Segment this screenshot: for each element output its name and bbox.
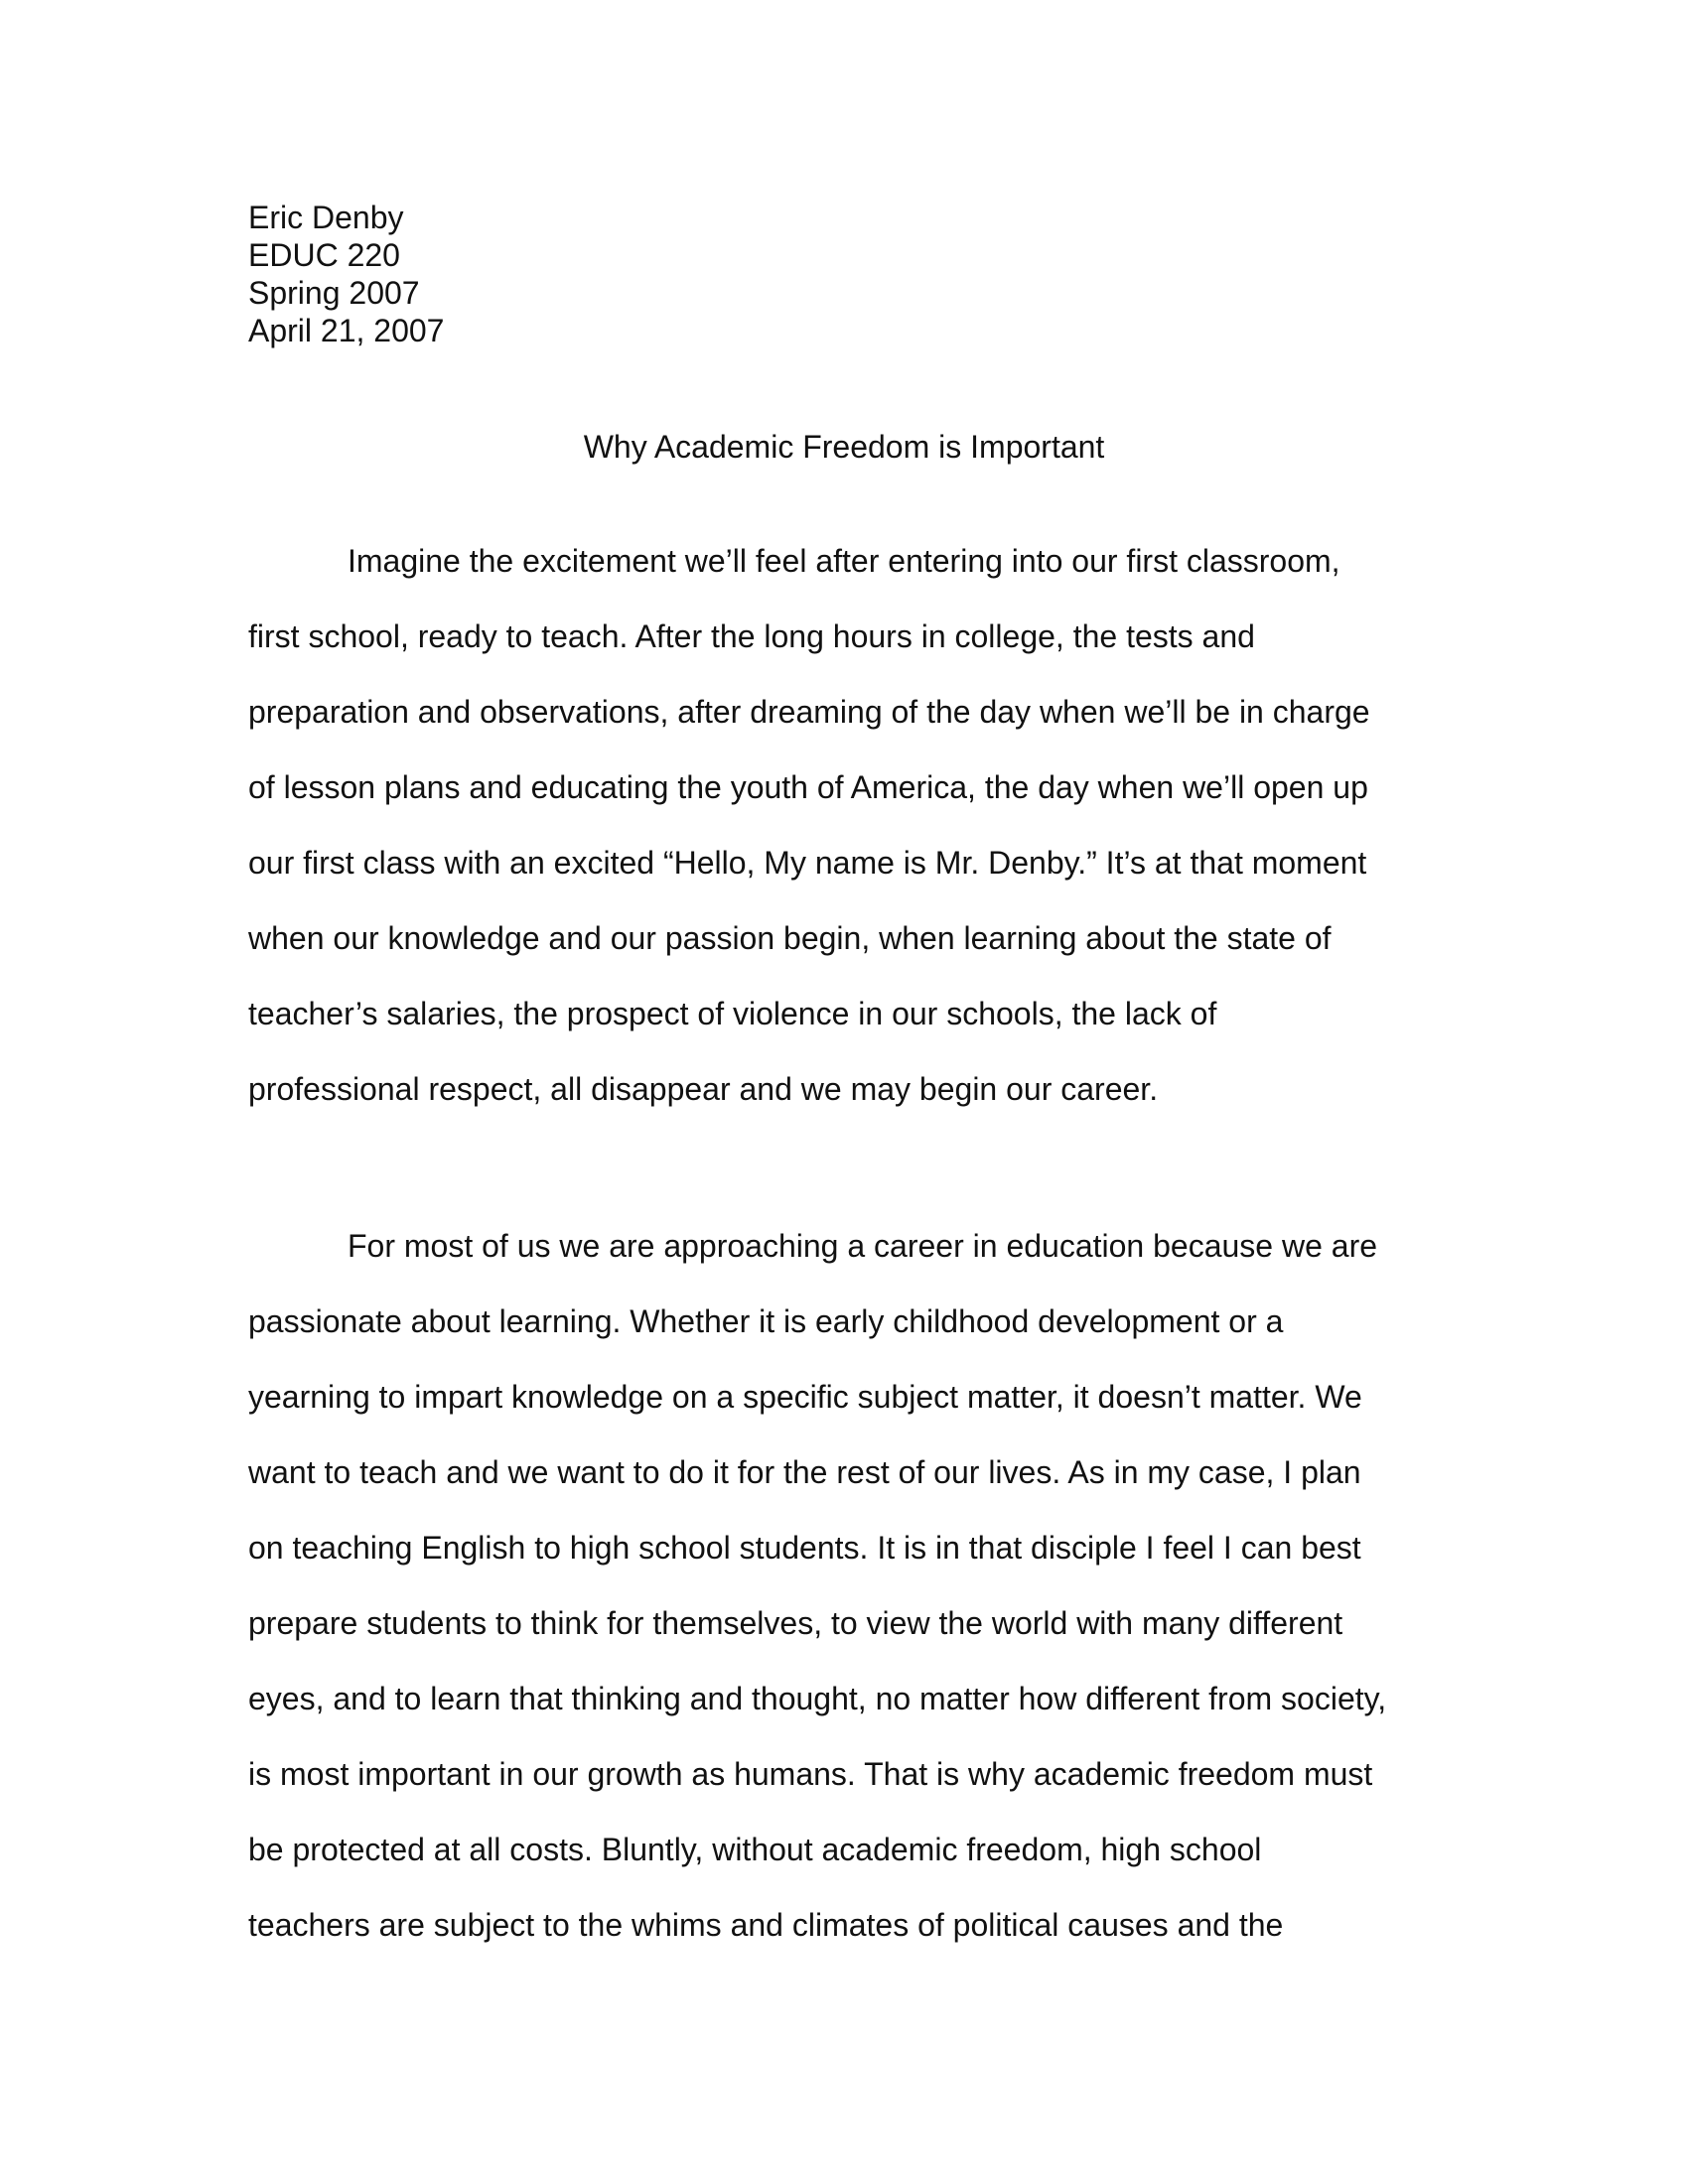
submission-date: April 21, 2007 (248, 313, 445, 348)
paragraph-line: Imagine the excitement we’ll feel after entering into our first classroom, (348, 543, 1340, 579)
paragraph-line: prepare students to think for themselves, to view the world with many different (248, 1605, 1343, 1641)
paragraph-line: For most of us we are approaching a career in education because we are (348, 1228, 1378, 1264)
paragraph-line: when our knowledge and our passion begin, when learning about the state of (248, 920, 1332, 956)
essay-title: Why Academic Freedom is Important (583, 429, 1105, 465)
author-name: Eric Denby (248, 200, 404, 235)
paragraph-line: is most important in our growth as humans. That is why academic freedom must (248, 1756, 1373, 1792)
paragraph-line: our first class with an excited “Hello, My name is Mr. Denby.” It’s at that moment (248, 845, 1367, 881)
term: Spring 2007 (248, 275, 420, 311)
paragraph-line: professional respect, all disappear and we may begin our career. (248, 1071, 1159, 1107)
paragraph-line: on teaching English to high school students. It is in that disciple I feel I can best (248, 1530, 1361, 1566)
paragraph-line: eyes, and to learn that thinking and thought, no matter how different from society, (248, 1681, 1387, 1716)
paragraph-line: of lesson plans and educating the youth of America, the day when we’ll open up (248, 769, 1368, 805)
course-code: EDUC 220 (248, 237, 400, 273)
paragraph-line: first school, ready to teach. After the long hours in college, the tests and (248, 618, 1255, 654)
paragraph-line: teacher’s salaries, the prospect of violence in our schools, the lack of (248, 996, 1217, 1031)
paragraph-line: yearning to impart knowledge on a specific subject matter, it doesn’t matter. We (248, 1379, 1362, 1415)
paragraph-line: be protected at all costs. Bluntly, without academic freedom, high school (248, 1832, 1262, 1867)
paragraph-line: preparation and observations, after dreaming of the day when we’ll be in charge (248, 694, 1370, 730)
paragraph-line: teachers are subject to the whims and climates of political causes and the (248, 1907, 1284, 1943)
author-header-block (248, 199, 444, 349)
paragraph-line: passionate about learning. Whether it is early childhood development or a (248, 1303, 1284, 1339)
paragraph-line: want to teach and we want to do it for the rest of our lives. As in my case, I plan (248, 1454, 1361, 1490)
